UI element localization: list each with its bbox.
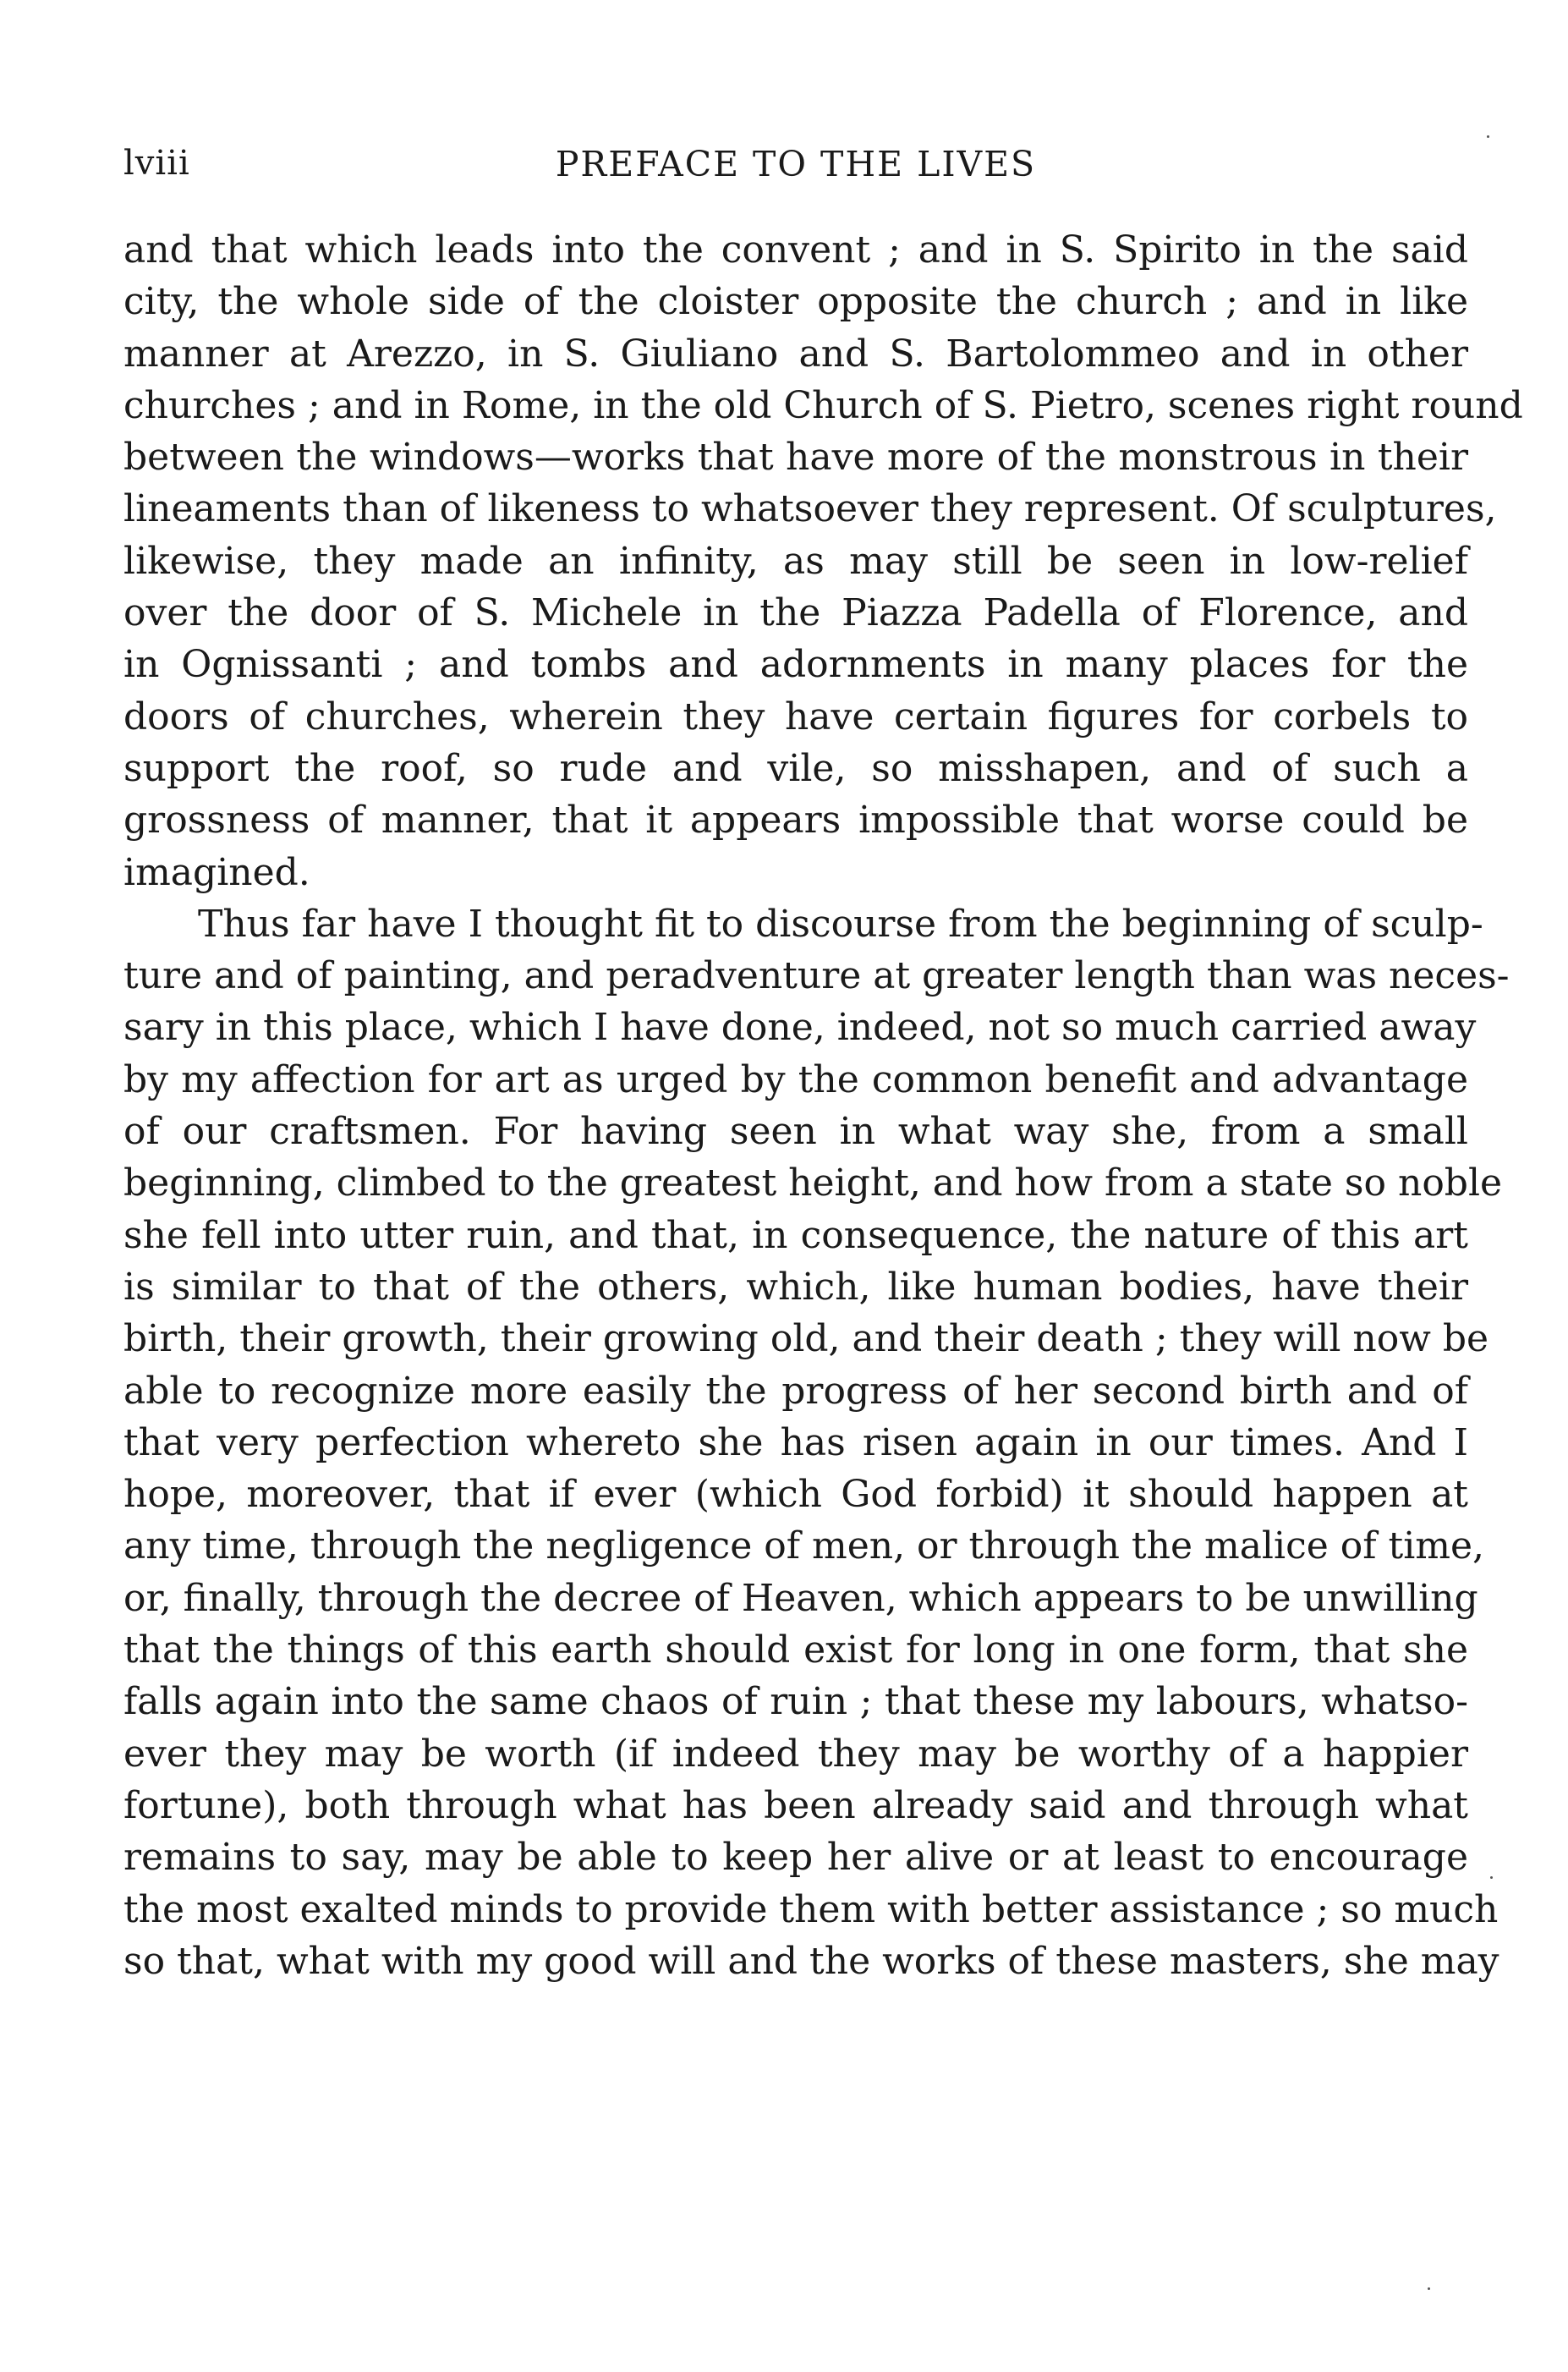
text-line: or, finally, through the decree of Heaven, which appears to be unwilling [123, 1576, 1478, 1620]
text-line: lineaments than of likeness to whatsoever they represent. Of sculptures, [123, 487, 1497, 531]
running-title: PREFACE TO THE LIVES [555, 144, 1037, 184]
text-line: between the windows—works that have more of the monstrous in their [123, 436, 1468, 480]
print-speck [1428, 2287, 1430, 2290]
text-line: so that, what with my good will and the works of these masters, she may [123, 1939, 1499, 1983]
text-line: birth, their growth, their growing old, and their death ; they will now be [123, 1317, 1489, 1361]
text-line: that very perfection whereto she has risen again in our times. And I [123, 1420, 1468, 1464]
text-line: doors of churches, wherein they have certain figures for corbels to [123, 695, 1468, 739]
text-line: imagined. [123, 850, 310, 894]
text-line: manner at Arezzo, in S. Giuliano and S. Bartolommeo and in other [123, 332, 1468, 376]
text-line: city, the whole side of the cloister opposite the church ; and in like [123, 280, 1468, 324]
text-line: she fell into utter ruin, and that, in consequence, the nature of this art [123, 1213, 1468, 1257]
paragraph [123, 898, 1510, 1987]
body-text [123, 224, 1523, 1987]
text-line: in Ognissanti ; and tombs and adornments in many places for the [123, 643, 1468, 687]
text-line: over the door of S. Michele in the Piazza Padella of Florence, and [123, 591, 1468, 635]
text-line: support the roof, so rude and vile, so misshapen, and of such a [123, 746, 1468, 790]
text-line: of our craftsmen. For having seen in what way she, from a small [123, 1110, 1468, 1154]
print-speck [1487, 135, 1489, 138]
text-line: grossness of manner, that it appears impossible that worse could be [123, 799, 1468, 843]
text-line: beginning, climbed to the greatest height, and how from a state so noble [123, 1161, 1503, 1205]
text-line: that the things of this earth should exist for long in one form, that she [123, 1628, 1468, 1672]
paragraph [123, 224, 1523, 898]
text-line: ever they may be worth (if indeed they may be worthy of a happier [123, 1732, 1468, 1776]
running-head [123, 144, 1468, 195]
text-line: sary in this place, which I have done, indeed, not so much carried away [123, 1006, 1477, 1050]
text-line: the most exalted minds to provide them with better assistance ; so much [123, 1887, 1499, 1931]
text-line: falls again into the same chaos of ruin ; that these my labours, whatso- [123, 1680, 1468, 1724]
text-line: likewise, they made an infinity, as may still be seen in low-relief [123, 539, 1468, 583]
page-number: lviii [123, 144, 190, 183]
text-line: fortune), both through what has been already said and through what [123, 1783, 1468, 1827]
text-line: remains to say, may be able to keep her alive or at least to encourage [123, 1836, 1468, 1880]
text-line: Thus far have I thought fit to discourse from the beginning of sculp- [198, 902, 1483, 946]
text-line: and that which leads into the convent ; and in S. Spirito in the said [123, 228, 1468, 272]
text-line: able to recognize more easily the progress of her second birth and of [123, 1369, 1468, 1413]
text-line: any time, through the negligence of men, or through the malice of time, [123, 1524, 1485, 1568]
text-line: by my affection for art as urged by the common benefit and advantage [123, 1057, 1468, 1101]
text-line: churches ; and in Rome, in the old Church of S. Pietro, scenes right round [123, 383, 1523, 427]
text-line: ture and of painting, and peradventure at greater length than was neces- [123, 954, 1510, 998]
text-line: hope, moreover, that if ever (which God forbid) it should happen at [123, 1473, 1468, 1517]
print-speck [1490, 1876, 1493, 1879]
text-line: is similar to that of the others, which, like human bodies, have their [123, 1265, 1468, 1309]
